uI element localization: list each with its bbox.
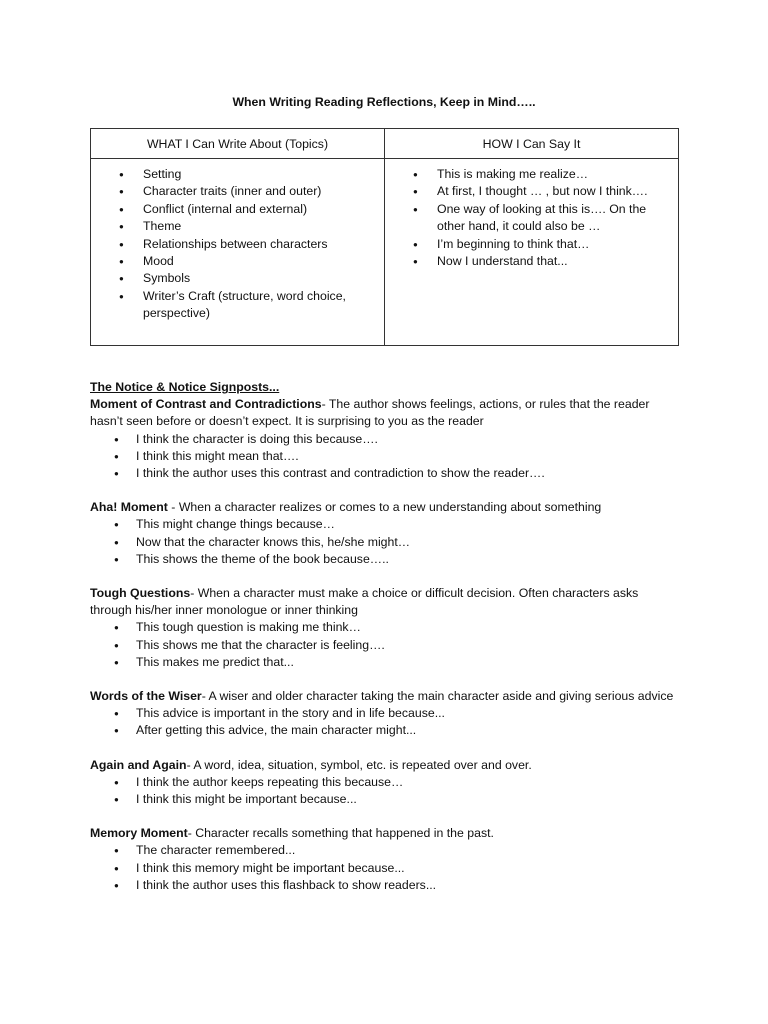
sentence-stem: ● I think this memory might be important because... <box>90 860 680 877</box>
signpost-description: - The author shows feelings, actions, or rules that the reader hasn’t seen before or doesn’t expect. It is surprising to you as the reader <box>90 397 650 429</box>
topic-item: ● Character traits (inner and outer) <box>91 183 384 200</box>
topics-table <box>90 128 679 346</box>
topic-item: ● Relationships between characters <box>91 236 384 253</box>
phrase-item: ● This is making me realize… <box>385 166 678 183</box>
topic-item: ● Mood <box>91 253 384 270</box>
signpost-definition <box>90 825 680 842</box>
signpost-definition <box>90 396 680 430</box>
sentence-stem: ● This shows me that the character is feeling…. <box>90 637 680 654</box>
document-title: When Writing Reading Reflections, Keep in Mind….. <box>232 95 536 109</box>
signpost-description: - Character recalls something that happened in the past. <box>187 826 494 841</box>
how-column-header: HOW I Can Say It <box>385 129 679 159</box>
signpost-term: Again and Again <box>90 757 187 772</box>
signpost-memory-moment <box>90 825 680 894</box>
sentence-stems-list <box>90 842 680 894</box>
sentence-stem: ● I think the character is doing this because…. <box>90 431 680 448</box>
signpost-term: Moment of Contrast and Contradictions <box>90 397 322 412</box>
topic-item: ● Setting <box>91 166 384 183</box>
signpost-tough-questions <box>90 585 680 671</box>
topic-item: ● Writer’s Craft (structure, word choice, perspective) <box>91 288 384 323</box>
sentence-stem: ● This advice is important in the story and in life because... <box>90 705 680 722</box>
topics-cell <box>91 159 385 346</box>
sentence-stem: ● I think this might mean that…. <box>90 448 680 465</box>
signpost-definition <box>90 499 680 516</box>
sentence-stem: ● This shows the theme of the book because….. <box>90 551 680 568</box>
sentence-stem: ● I think the author uses this flashback to show readers... <box>90 877 680 894</box>
sentence-stem: ● I think the author uses this contrast and contradiction to show the reader…. <box>90 465 680 482</box>
topic-item: ● Theme <box>91 218 384 235</box>
table-header-row <box>91 129 679 159</box>
sentence-stem: ● The character remembered... <box>90 842 680 859</box>
phrases-list <box>385 166 678 270</box>
signposts-section <box>90 379 680 911</box>
what-column-header: WHAT I Can Write About (Topics) <box>91 129 385 159</box>
sentence-stems-list <box>90 516 680 568</box>
sentence-stem: ● This makes me predict that... <box>90 654 680 671</box>
signpost-term: Aha! Moment <box>90 500 168 515</box>
phrase-item: ● Now I understand that... <box>385 253 678 270</box>
topics-list <box>91 166 384 323</box>
sentence-stems-list <box>90 619 680 671</box>
sentence-stems-list <box>90 431 680 483</box>
signpost-definition <box>90 688 680 705</box>
signpost-description: - When a character realizes or comes to a new understanding about something <box>167 500 602 515</box>
sentence-stem: ● After getting this advice, the main character might... <box>90 722 680 739</box>
sentence-stems-list <box>90 774 680 808</box>
topic-item: ● Conflict (internal and external) <box>91 201 384 218</box>
sentence-stem: ● Now that the character knows this, he/she might… <box>90 534 680 551</box>
phrases-cell <box>385 159 679 346</box>
signpost-description: - A word, idea, situation, symbol, etc. is repeated over and over. <box>186 757 532 772</box>
signpost-contrast-contradictions <box>90 396 680 482</box>
signpost-words-of-the-wiser <box>90 688 680 740</box>
topic-item: ● Symbols <box>91 270 384 287</box>
signpost-aha-moment <box>90 499 680 568</box>
signpost-again-and-again <box>90 757 680 809</box>
sentence-stem: ● This might change things because… <box>90 516 680 533</box>
table-body-row <box>91 159 679 346</box>
signpost-definition <box>90 585 680 619</box>
phrase-item: ● At first, I thought … , but now I think…. <box>385 183 678 200</box>
sentence-stems-list <box>90 705 680 739</box>
signposts-heading: The Notice & Notice Signposts... <box>90 380 280 394</box>
sentence-stem: ● I think the author keeps repeating this because… <box>90 774 680 791</box>
signpost-term: Tough Questions <box>90 586 191 601</box>
signpost-description: - A wiser and older character taking the main character aside and giving serious advice <box>201 689 674 704</box>
signpost-description: - When a character must make a choice or difficult decision. Often characters asks through his/her inner monologue or inner thinking <box>90 586 639 618</box>
phrase-item: ● I’m beginning to think that… <box>385 236 678 253</box>
sentence-stem: ● This tough question is making me think… <box>90 619 680 636</box>
signpost-term: Words of the Wiser <box>90 689 202 704</box>
signpost-definition <box>90 757 680 774</box>
phrase-item: ● One way of looking at this is…. On the other hand, it could also be … <box>385 201 678 236</box>
signpost-term: Memory Moment <box>90 826 188 841</box>
sentence-stem: ● I think this might be important because... <box>90 791 680 808</box>
